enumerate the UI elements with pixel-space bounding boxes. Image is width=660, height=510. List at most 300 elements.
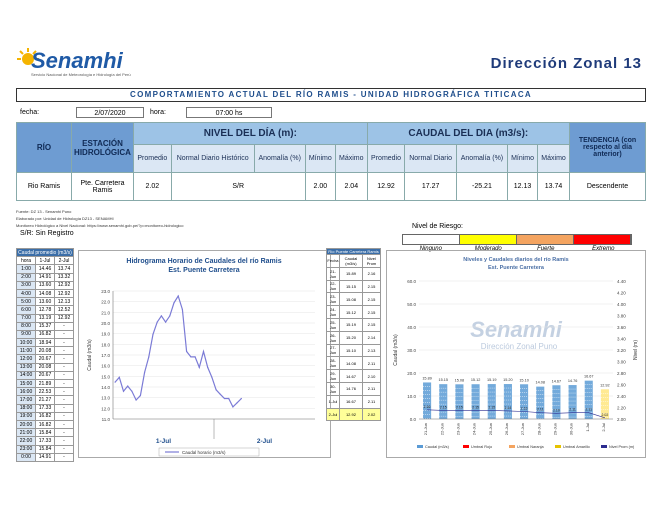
chart2-xtick: 26-Jun: [503, 423, 509, 436]
chart1-day-label: 1-Jul: [155, 438, 172, 445]
h-estacion: ESTACIÓN HIDROLÓGICA: [72, 123, 134, 173]
chart1-point: [161, 315, 162, 316]
hourly-cell: 3:00: [17, 281, 36, 289]
chart1-ytick: 18.0: [101, 342, 110, 348]
col-caudal: Caudal (m3/s): [339, 255, 362, 268]
daily-cell: 30-Jun: [327, 382, 340, 395]
chart1-day-label: 2-Jul: [256, 438, 273, 445]
notes: [16, 208, 184, 229]
report: [16, 45, 646, 461]
hourly-cell: 14.08: [35, 289, 54, 297]
daily-table: [326, 248, 381, 421]
hourly-cell: 4:00: [17, 289, 36, 297]
sr-legend: S/R: Sin Registro: [20, 230, 74, 237]
chart2-bar-label: 15.20: [503, 378, 513, 383]
chart2-bar-label: 15.89: [422, 376, 432, 381]
daily-cell: 21-Jun: [327, 267, 340, 280]
chart1-point: [127, 386, 128, 387]
hourly-row: [17, 437, 74, 445]
risk-scale: [402, 234, 632, 245]
daily-cell: 2.10: [362, 370, 380, 383]
chart1-point: [136, 399, 137, 400]
daily-cell: 2-Jul: [327, 408, 340, 421]
hourly-cell: -: [54, 380, 73, 388]
hourly-cell: 21:00: [17, 429, 36, 437]
chart2-xtick: 1-Jul: [584, 423, 590, 432]
daily-cell: 14.76: [339, 382, 362, 395]
hourly-cell: 12.92: [54, 314, 73, 322]
hourly-row: [17, 306, 74, 314]
daily-row: [327, 267, 381, 280]
hourly-cell: -: [54, 412, 73, 420]
hourly-row: [17, 273, 74, 281]
hourly-cell: -: [54, 330, 73, 338]
chart2-legend-swatch: [555, 445, 561, 448]
hourly-cell: 18.94: [35, 339, 54, 347]
chart1-point: [178, 295, 179, 296]
chart2-y2tick: 3.00: [617, 359, 626, 365]
chart2-level-label: 2.16: [423, 404, 431, 409]
hourly-cell: 2:00: [17, 273, 36, 281]
daily-cell: 15.19: [339, 318, 362, 331]
hourly-row: [17, 314, 74, 322]
daily-cell: 28-Jun: [327, 357, 340, 370]
daily-title: Río Puente Carretera Ramis: [328, 249, 379, 254]
cell-c-normal: 17.27: [405, 173, 457, 201]
chart2-level-label: 2.11: [585, 407, 593, 412]
hourly-cell: -: [54, 429, 73, 437]
hourly-cell: 12.13: [54, 298, 73, 306]
daily-row: [327, 357, 381, 370]
daily-cell: 15.89: [339, 267, 362, 280]
chart1-point: [173, 302, 174, 303]
hourly-row: [17, 363, 74, 371]
c-maximo-h: Máximo: [538, 145, 570, 173]
chart1-point: [207, 367, 208, 368]
hourly-cell: -: [54, 453, 73, 461]
chart2-bar-label: 15.19: [486, 378, 497, 383]
chart1-point: [237, 402, 238, 403]
daily-row: [327, 293, 381, 306]
h-caudal: CAUDAL DEL DIA (m3/s):: [367, 123, 569, 145]
hourly-cell: 20.08: [35, 363, 54, 371]
chart2-bar: [439, 384, 447, 419]
note-line: Monitoreo Hidrológico a Nivel Nacional: https://www.senamhi.gob.pe/?p=monitoreo-hidrologico: [16, 223, 184, 228]
n-normal-h: Normal Diario Histórico: [171, 145, 254, 173]
chart2-legend-label: Caudal (m3/s): [425, 445, 449, 449]
chart1-ylabel: Caudal (m3/s): [87, 339, 93, 371]
hourly-cell: 16.82: [35, 412, 54, 420]
chart2-ytick: 0.0: [409, 417, 416, 422]
chart1-point: [241, 398, 242, 399]
hourly-row: [17, 380, 74, 388]
chart2-bar-label: 15.10: [519, 378, 529, 383]
daily-cell: 27-Jun: [327, 344, 340, 357]
hourly-row: [17, 404, 74, 412]
hourly-cell: 16.82: [35, 420, 54, 428]
chart2-bar: [585, 381, 593, 419]
hourly-row: [17, 412, 74, 420]
hourly-cell: -: [54, 363, 73, 371]
chart2-bar: [488, 384, 496, 419]
hourly-cell: 13.60: [35, 298, 54, 306]
hourly-cell: -: [54, 388, 73, 396]
hourly-cell: 14.46: [35, 265, 54, 273]
h-rio: RÍO: [17, 123, 72, 173]
chart2-xtick: 25-Jun: [487, 423, 493, 436]
risk-swatch: [574, 235, 631, 244]
chart1-point: [194, 356, 195, 357]
daily-cell: 15.12: [339, 306, 362, 319]
col-d1: 1-Jul: [35, 257, 54, 265]
chart2-bar-label: 15.12: [470, 378, 481, 383]
note-line: Fuente: DZ 13 - Senamhi Puno: [16, 209, 72, 214]
chart1-subtitle: Est. Puente Carretera: [168, 267, 240, 274]
hourly-cell: 15.84: [35, 445, 54, 453]
logo-subtitle: Servicio Nacional de Meteorología e Hidrología del Perú: [31, 72, 131, 77]
chart2-bar-label: 14.08: [535, 380, 546, 385]
hourly-row: [17, 289, 74, 297]
daily-row: [327, 370, 381, 383]
daily-cell: 2.13: [362, 344, 380, 357]
daily-row: [327, 280, 381, 293]
hourly-cell: 14:00: [17, 371, 36, 379]
n-maximo-h: Máximo: [335, 145, 367, 173]
chart2-level-label: 2.13: [520, 406, 528, 411]
chart2-xtick: 24-Jun: [471, 423, 477, 436]
chart1-point: [123, 391, 124, 392]
chart1-ytick: 17.0: [101, 353, 110, 358]
chart1-ytick: 12.0: [101, 406, 110, 412]
chart2-ytick: 60.0: [407, 279, 416, 284]
daily-cell: 2.11: [362, 382, 380, 395]
hourly-row: [17, 322, 74, 330]
chart1-ytick: 15.0: [101, 374, 110, 380]
hourly-cell: 18:00: [17, 404, 36, 412]
chart2-level-label: 2.11: [569, 407, 576, 412]
chart1-point: [169, 315, 170, 316]
hora-value: 07:00 hs: [186, 107, 272, 118]
daily-cell: 16.67: [339, 395, 362, 408]
chart2-xtick: 22-Jun: [439, 423, 445, 436]
daily-chart: [386, 250, 646, 458]
hourly-cell: 12.92: [54, 289, 73, 297]
chart2-xtick: 2-Jul: [600, 423, 606, 432]
chart2-bar: [423, 382, 431, 419]
chart1-point: [186, 351, 187, 352]
risk-label: Extremo: [592, 246, 615, 252]
hourly-cell: -: [54, 445, 73, 453]
hourly-cell: -: [54, 371, 73, 379]
col-d2: 2-Jul: [54, 257, 73, 265]
hourly-row: [17, 281, 74, 289]
hourly-cell: 1:00: [17, 265, 36, 273]
chart2-title: Niveles y Caudales diarios del río Ramis: [463, 257, 569, 263]
chart1-point: [115, 381, 116, 382]
chart1-ytick: 13.0: [101, 395, 110, 401]
chart2-xtick: 23-Jun: [455, 423, 461, 436]
chart2-level-label: 2.10: [553, 408, 560, 413]
chart2-ytick: 50.0: [407, 302, 416, 307]
chart1-point: [190, 356, 191, 357]
daily-cell: 26-Jun: [327, 331, 340, 344]
chart2-watermark-sub: Dirección Zonal Puno: [480, 342, 558, 351]
hourly-cell: -: [54, 322, 73, 330]
chart2-y2tick: 3.80: [617, 313, 626, 319]
chart1-point: [220, 394, 221, 395]
hourly-cell: -: [54, 437, 73, 445]
hourly-row: [17, 453, 74, 461]
chart2-bar: [455, 384, 463, 419]
chart2-xtick: 27-Jun: [520, 423, 526, 436]
chart2-level-label: 2.15: [456, 405, 463, 410]
chart1-ytick: 22.0: [101, 299, 110, 305]
daily-cell: 2.14: [362, 331, 380, 344]
hourly-cell: 13.19: [35, 314, 54, 322]
n-promedio-h: Promedio: [134, 145, 172, 173]
cell-n-min: 2.00: [305, 173, 335, 201]
hourly-cell: -: [54, 339, 73, 347]
daily-row: [327, 408, 381, 421]
hourly-cell: -: [54, 396, 73, 404]
daily-cell: 12.92: [339, 408, 362, 421]
chart2-bar-label: 14.67: [551, 379, 562, 384]
cell-rio: Rio Ramis: [17, 173, 72, 201]
cell-c-max: 13.74: [538, 173, 570, 201]
daily-cell: 25-Jun: [327, 318, 340, 331]
summary-table: [16, 122, 646, 201]
daily-cell: 15.20: [339, 331, 362, 344]
hourly-cell: 23:00: [17, 445, 36, 453]
daily-cell: 2.11: [362, 395, 380, 408]
chart2-level-label: 2.11: [536, 407, 544, 412]
chart2-legend-label: Umbral Rojo: [471, 445, 493, 449]
hourly-cell: 16:00: [17, 388, 36, 396]
col-nivel: Nivel Prom: [362, 255, 380, 268]
chart1-point: [199, 367, 200, 368]
daily-cell: 29-Jun: [327, 370, 340, 383]
chart2-legend-swatch: [509, 445, 515, 448]
hourly-row: [17, 420, 74, 428]
chart1-point: [119, 377, 120, 378]
daily-cell: 2.11: [362, 357, 380, 370]
note-line: Elaborado por: Unidad de Hidrología DZ13 - SENAMHI: [16, 216, 114, 221]
chart2-bar: [472, 384, 480, 419]
chart2-xtick: 29-Jun: [552, 423, 558, 436]
chart2-y2tick: 2.00: [617, 417, 626, 422]
chart2-legend-swatch: [417, 445, 423, 448]
col-fecha: Fecha: [327, 255, 340, 268]
hourly-cell: -: [54, 347, 73, 355]
chart2-bar: [552, 385, 560, 419]
chart2-level-label: 2.15: [439, 405, 447, 410]
daily-cell: 14.08: [339, 357, 362, 370]
chart1-ytick: 20.0: [101, 321, 110, 326]
hourly-cell: 22:00: [17, 437, 36, 445]
daily-chart-svg: [387, 251, 645, 457]
hourly-row: [17, 339, 74, 347]
daily-row: [327, 306, 381, 319]
chart2-legend-swatch: [463, 445, 469, 448]
hourly-cell: 7:00: [17, 314, 36, 322]
cell-tendencia: Descendente: [570, 173, 646, 201]
hourly-cell: 8:00: [17, 322, 36, 330]
risk-swatch: [517, 235, 574, 244]
chart2-bar-label: 12.92: [600, 383, 610, 388]
chart2-bar-label: 14.76: [567, 379, 578, 384]
hourly-row: [17, 347, 74, 355]
chart2-ytick: 10.0: [407, 394, 416, 399]
fecha-label: fecha:: [20, 109, 40, 116]
chart2-subtitle: Est. Puente Carretera: [488, 265, 544, 271]
hourly-cell: 16.82: [35, 330, 54, 338]
chart2-y2tick: 4.40: [617, 279, 626, 284]
chart1-ytick: 21.0: [101, 310, 110, 316]
chart1-point: [131, 391, 132, 392]
chart2-level-label: 2.02: [601, 412, 609, 417]
hourly-cell: 15.37: [35, 322, 54, 330]
daily-cell: 15.15: [339, 280, 362, 293]
hourly-title: Caudal promedio (m3/s): [18, 249, 72, 256]
col-hora: hora: [17, 257, 36, 265]
hourly-cell: 12:00: [17, 355, 36, 363]
chart2-y2tick: 4.20: [617, 290, 626, 296]
chart1-point: [152, 334, 153, 335]
c-minimo-h: Mínimo: [507, 145, 537, 173]
hourly-cell: 13.60: [35, 281, 54, 289]
hourly-cell: 5:00: [17, 298, 36, 306]
hourly-cell: 20.08: [35, 347, 54, 355]
hourly-cell: 21.27: [35, 396, 54, 404]
chart2-level-label: 2.14: [504, 405, 512, 410]
hourly-cell: 21.89: [35, 380, 54, 388]
chart2-level-label: 2.15: [488, 405, 496, 410]
hourly-row: [17, 330, 74, 338]
hourly-row: [17, 396, 74, 404]
daily-row: [327, 331, 381, 344]
hourly-cell: 19:00: [17, 412, 36, 420]
hourly-cell: 14.91: [35, 273, 54, 281]
h-tendencia: TENDENCIA (con respecto al día anterior): [570, 123, 646, 173]
chart2-legend-label: Umbral Naranja: [517, 445, 544, 449]
hourly-cell: 12.92: [54, 281, 73, 289]
daily-cell: 2.15: [362, 318, 380, 331]
daily-cell: 23-Jun: [327, 293, 340, 306]
hourly-row: [17, 298, 74, 306]
risk-label: Fuerte: [537, 246, 555, 252]
chart2-xtick: 21-Jun: [423, 423, 429, 436]
fecha-value: 2/07/2020: [76, 107, 144, 118]
chart2-legend-label: Umbral Amarillo: [563, 445, 590, 449]
chart1-point: [148, 356, 149, 357]
c-normal-h: Normal Diario: [405, 145, 457, 173]
c-promedio-h: Promedio: [367, 145, 405, 173]
chart1-ytick: 23.0: [101, 289, 110, 294]
daily-cell: 24-Jun: [327, 306, 340, 319]
hourly-cell: 17.33: [35, 437, 54, 445]
hourly-row: [17, 371, 74, 379]
chart2-y2tick: 2.40: [617, 394, 626, 399]
risk-label: Moderado: [474, 246, 502, 252]
chart1-ytick: 14.0: [101, 385, 110, 390]
daily-row: [327, 382, 381, 395]
hourly-cell: 10:00: [17, 339, 36, 347]
daily-cell: 2.15: [362, 280, 380, 293]
hourly-cell: 13.74: [54, 265, 73, 273]
n-minimo-h: Mínimo: [305, 145, 335, 173]
hourly-row: [17, 445, 74, 453]
senamhi-logo: [21, 48, 141, 82]
daily-cell: 2.15: [362, 306, 380, 319]
hourly-cell: 20.67: [35, 371, 54, 379]
chart1-series-line: [115, 296, 241, 407]
daily-cell: 14.67: [339, 370, 362, 383]
daily-cell: 1-Jul: [327, 395, 340, 408]
hourly-row: [17, 355, 74, 363]
chart1-point: [157, 322, 158, 323]
chart1-legend-label: Caudal horario (m3/s): [182, 450, 226, 455]
cell-c-min: 12.13: [507, 173, 537, 201]
hourly-cell: 15:00: [17, 380, 36, 388]
cell-c-prom: 12.92: [367, 173, 405, 201]
hourly-cell: 0:00: [17, 453, 36, 461]
hourly-cell: 13:00: [17, 363, 36, 371]
hourly-cell: 17.33: [35, 404, 54, 412]
hourly-table: [16, 248, 74, 462]
risk-title: Nivel de Riesgo:: [412, 223, 463, 230]
hourly-cell: 9:00: [17, 330, 36, 338]
chart2-y2tick: 3.60: [617, 325, 626, 330]
hourly-chart: [78, 250, 331, 458]
hourly-cell: -: [54, 404, 73, 412]
chart1-point: [224, 398, 225, 399]
cell-n-max: 2.04: [335, 173, 367, 201]
hourly-cell: 12.52: [54, 306, 73, 314]
h-nivel: NIVEL DEL DÍA (m):: [134, 123, 368, 145]
chart1-title: Hidrograma Horario de Caudales del río Ramis: [126, 258, 282, 265]
daily-cell: 15.08: [339, 293, 362, 306]
cell-n-normal: S/R: [171, 173, 305, 201]
risk-label: Ninguno: [419, 246, 442, 252]
chart1-point: [203, 351, 204, 352]
chart2-y2tick: 3.40: [617, 336, 626, 342]
c-anomalia-h: Anomalía (%): [456, 145, 507, 173]
hourly-cell: 20:00: [17, 420, 36, 428]
risk-swatch: [403, 235, 460, 244]
cell-c-anom: -25.21: [456, 173, 507, 201]
chart2-ylabel: Caudal (m3/s): [393, 334, 399, 366]
daily-cell: 2.16: [362, 267, 380, 280]
hourly-cell: 22.53: [35, 388, 54, 396]
daily-cell: 22-Jun: [327, 280, 340, 293]
chart2-ytick: 30.0: [407, 348, 416, 353]
hourly-row: [17, 429, 74, 437]
chart1-point: [216, 389, 217, 390]
hourly-cell: 14.91: [35, 453, 54, 461]
chart2-watermark: Senamhi: [470, 317, 562, 342]
hourly-cell: -: [54, 355, 73, 363]
chart2-bar: [520, 384, 528, 419]
hourly-cell: 11:00: [17, 347, 36, 355]
daily-row: [327, 318, 381, 331]
hourly-cell: 17:00: [17, 396, 36, 404]
cell-n-prom: 2.02: [134, 173, 172, 201]
chart1-point: [144, 372, 145, 373]
chart2-legend-swatch: [601, 445, 607, 448]
daily-cell: 2.02: [362, 408, 380, 421]
chart1-ytick: 19.0: [101, 331, 110, 337]
chart2-y2tick: 2.60: [617, 382, 626, 388]
